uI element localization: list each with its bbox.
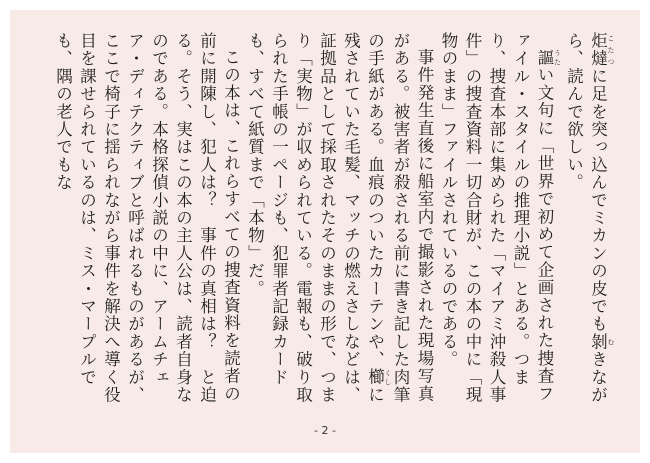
page-number: - 2 - <box>314 424 336 437</box>
paragraph <box>436 32 562 412</box>
text-run: い文句に「世界で初めて企画された捜査ファイル・スタイルの推理小説」とある。つまり、捜査本部に集められた「マイアミ沖殺人事件」の捜査資料一切合財が、この本の中に「現物のまま」ファイルされているのである。 <box>439 32 554 404</box>
text-run: この本は、これらすべての捜査資料を読者の前に開陳し、犯人は？ 事件の真相は？ と迫る。そう、実はこの本の主人公は、読者自身なのである。本格探偵小説の中に、アームチェア・ディテクティブと呼ばれるものがあるが、ここで椅子に揺られながら事件を解決へ導く役目を課せられているのは、ミス・マープルでも、隅の老人でもな <box>53 32 241 404</box>
ruby-reading: む <box>607 332 615 351</box>
ruby-word <box>588 332 615 351</box>
ruby-reading: くし <box>384 368 392 387</box>
ruby-base: 炬燵 <box>588 32 608 68</box>
ruby-word <box>588 32 615 68</box>
ruby-word <box>535 48 562 67</box>
text-run: に足を突っ込んでミカンの皮でも <box>588 67 608 333</box>
text-run: きながら、読んで欲しい。 <box>564 32 608 404</box>
ruby-reading: こたつ <box>607 32 615 68</box>
ruby-base: 謳 <box>535 48 554 67</box>
ruby-base: 剝 <box>588 332 608 351</box>
paragraph <box>243 32 437 412</box>
ruby-reading: うた <box>553 48 562 67</box>
text-run: に残されていた毛髪、マッチの燃えさしなどは、証拠品として採取されたそのままの形で、つまり「実物」が収められている。電報も、破り取られた手帳の一ページも、犯罪者記録カードも、すべて紙質まで「本物」だ。 <box>245 32 385 404</box>
paragraph <box>562 32 616 412</box>
paragraph <box>51 32 243 412</box>
text-run: 事件発生直後に船室内で撮影された現場写真がある。被害者が殺される前に書き記した肉筆の手紙がある。血痕のついたカーテンや、 <box>365 32 434 404</box>
body-text <box>53 32 615 412</box>
book-page <box>10 10 640 453</box>
ruby-base: 櫛 <box>365 368 385 387</box>
ruby-word <box>365 368 392 387</box>
